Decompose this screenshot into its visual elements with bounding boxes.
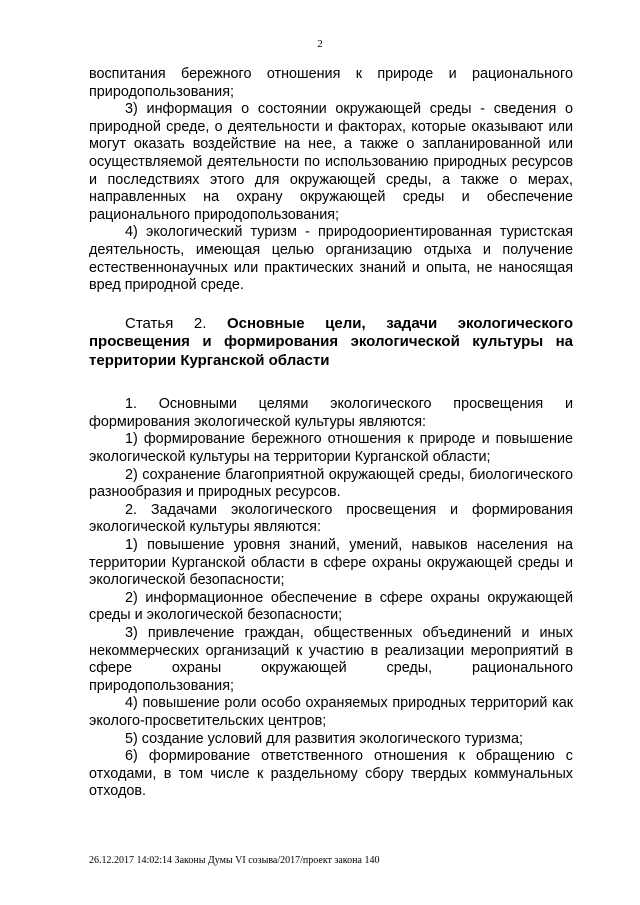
paragraph: 1. Основными целями экологического просвещения и формирования экологической культуры являются: <box>89 396 573 430</box>
document-body <box>89 66 573 801</box>
paragraph: 2. Задачами экологического просвещения и формирования экологической культуры являются: <box>89 501 573 536</box>
article-title: Основные цели, задачи экологического просвещения и формирования экологической культуры на территории Курганской области <box>89 314 573 369</box>
paragraph: 5) создание условий для развития экологического туризма; <box>125 730 524 747</box>
paragraph: 4) экологический туризм - природоориентированная туристская деятельность, имеющая целью организацию отдыха и получение естественнонаучных или практических знаний и опыта, не наносящая вред природной среде. <box>89 224 573 294</box>
paragraph: 1) повышение уровня знаний, умений, навыков населения на территории Курганской области в сфере охраны окружающей среды и экологической безопасности; <box>89 536 573 589</box>
paragraph: 4) повышение роли особо охраняемых природных территорий как эколого-просветительских центров; <box>89 695 573 729</box>
article-heading <box>89 315 573 371</box>
paragraph: 2) информационное обеспечение в сфере охраны окружающей среды и экологической безопасности; <box>89 589 573 624</box>
paragraph: 2) сохранение благоприятной окружающей среды, биологического разнообразия и природных ресурсов. <box>89 466 573 501</box>
paragraph: 3) информация о состоянии окружающей среды - сведения о природной среде, о деятельности и факторах, которые оказывают или могут оказать воздействие на нее, а также о запланированной или осуществляемой деятельности по использованию природных ресурсов и последствиях этого для окружающей среды, а также о мерах, направленных на охрану окружающей среды и обеспечение рационального природопользования; <box>89 101 573 223</box>
paragraph: 6) формирование ответственного отношения к обращению с отходами, в том числе к раздельному сбору твердых коммунальных отходов. <box>89 748 573 800</box>
paragraph: воспитания бережного отношения к природе и рационального природопользования; <box>89 66 573 100</box>
document-footer: 26.12.2017 14:02:14 Законы Думы VI созыва/2017/проект закона 140 <box>89 855 380 866</box>
article-prefix: Статья 2. <box>125 314 227 332</box>
paragraph: 1) формирование бережного отношения к природе и повышение экологической культуры на территории Курганской области; <box>89 431 573 465</box>
page-number: 2 <box>317 38 323 50</box>
paragraph: 3) привлечение граждан, общественных объединений и иных некоммерческих организаций к участию в реализации мероприятий в сфере охраны окружающей среды, рационального природопользования; <box>89 624 573 694</box>
